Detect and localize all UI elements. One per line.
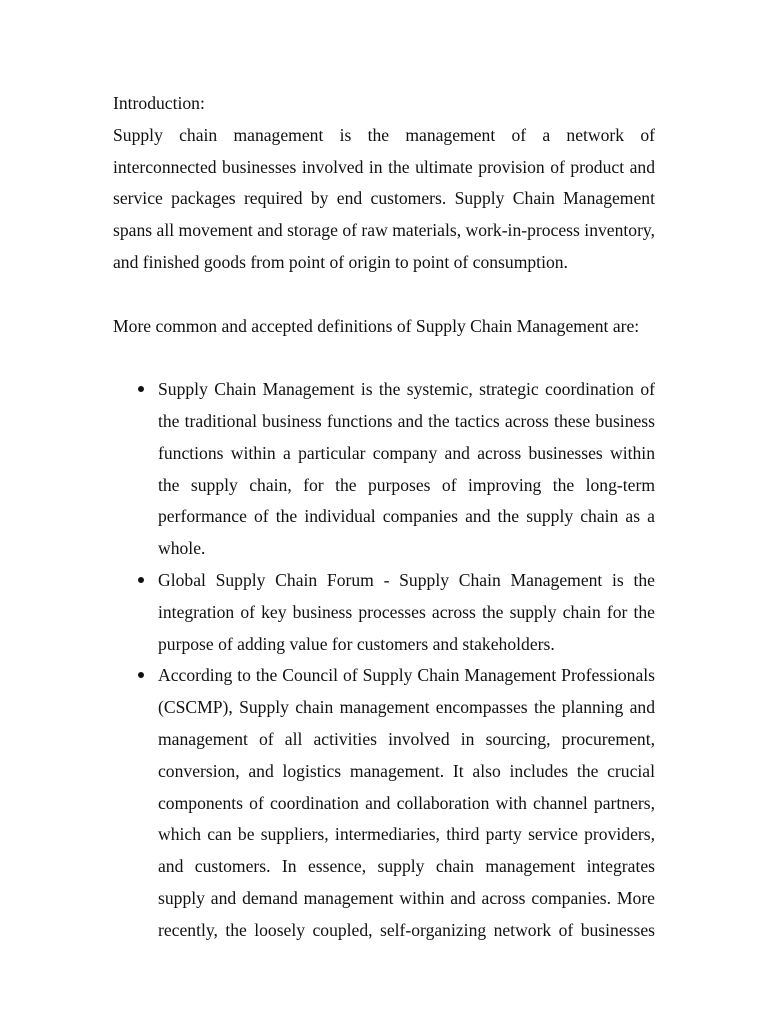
bullet-item-line: According to the Council of Supply Chain Management Professionals	[158, 665, 655, 686]
bullet-item-line: functions within a particular company and across businesses within	[158, 442, 655, 463]
section-heading: Introduction:	[113, 93, 205, 113]
bullet-item-line: Global Supply Chain Forum - Supply Chain Management is the	[158, 570, 655, 590]
bullet-item-line: performance of the individual companies and the supply chain as a	[158, 506, 655, 527]
bullet-item-line: whole.	[158, 538, 206, 559]
intro-paragraph-line: Supply chain management is the management of a network of	[113, 124, 655, 145]
bullet-item-line: purpose of adding value for customers and stakeholders.	[158, 633, 555, 654]
definitions-lead-text: More common and accepted definitions of Supply Chain Management are:	[113, 315, 640, 336]
bullet-item-line: components of coordination and collaboration with channel partners,	[158, 792, 655, 813]
bullet-icon	[138, 672, 144, 678]
bullet-item-line: (CSCMP), Supply chain management encompasses the planning and	[158, 697, 655, 718]
bullet-item-line: Supply Chain Management is the systemic, strategic coordination of	[158, 379, 655, 400]
bullet-item-line: the supply chain, for the purposes of improving the long-term	[158, 474, 655, 495]
intro-paragraph-line: service packages required by end customers. Supply Chain Management	[113, 188, 655, 209]
bullet-item-line: conversion, and logistics management. It also includes the crucial	[158, 760, 655, 781]
bullet-item-line: recently, the loosely coupled, self-organizing network of businesses	[158, 919, 655, 940]
intro-paragraph-line: and finished goods from point of origin to point of consumption.	[113, 252, 568, 272]
bullet-item-line: which can be suppliers, intermediaries, third party service providers,	[158, 824, 655, 845]
bullet-icon	[138, 577, 144, 583]
intro-paragraph-line: interconnected businesses involved in the ultimate provision of product and	[113, 156, 655, 177]
bullet-item-line: the traditional business functions and the tactics across these business	[158, 411, 655, 431]
bullet-item-line: and customers. In essence, supply chain management integrates	[158, 856, 655, 877]
intro-paragraph-line: spans all movement and storage of raw materials, work-in-process inventory,	[113, 220, 655, 241]
bullet-item-line: management of all activities involved in sourcing, procurement,	[158, 729, 655, 749]
bullet-item-line: supply and demand management within and across companies. More	[158, 888, 655, 908]
bullet-icon	[138, 386, 144, 392]
bullet-item-line: integration of key business processes across the supply chain for the	[158, 601, 655, 622]
